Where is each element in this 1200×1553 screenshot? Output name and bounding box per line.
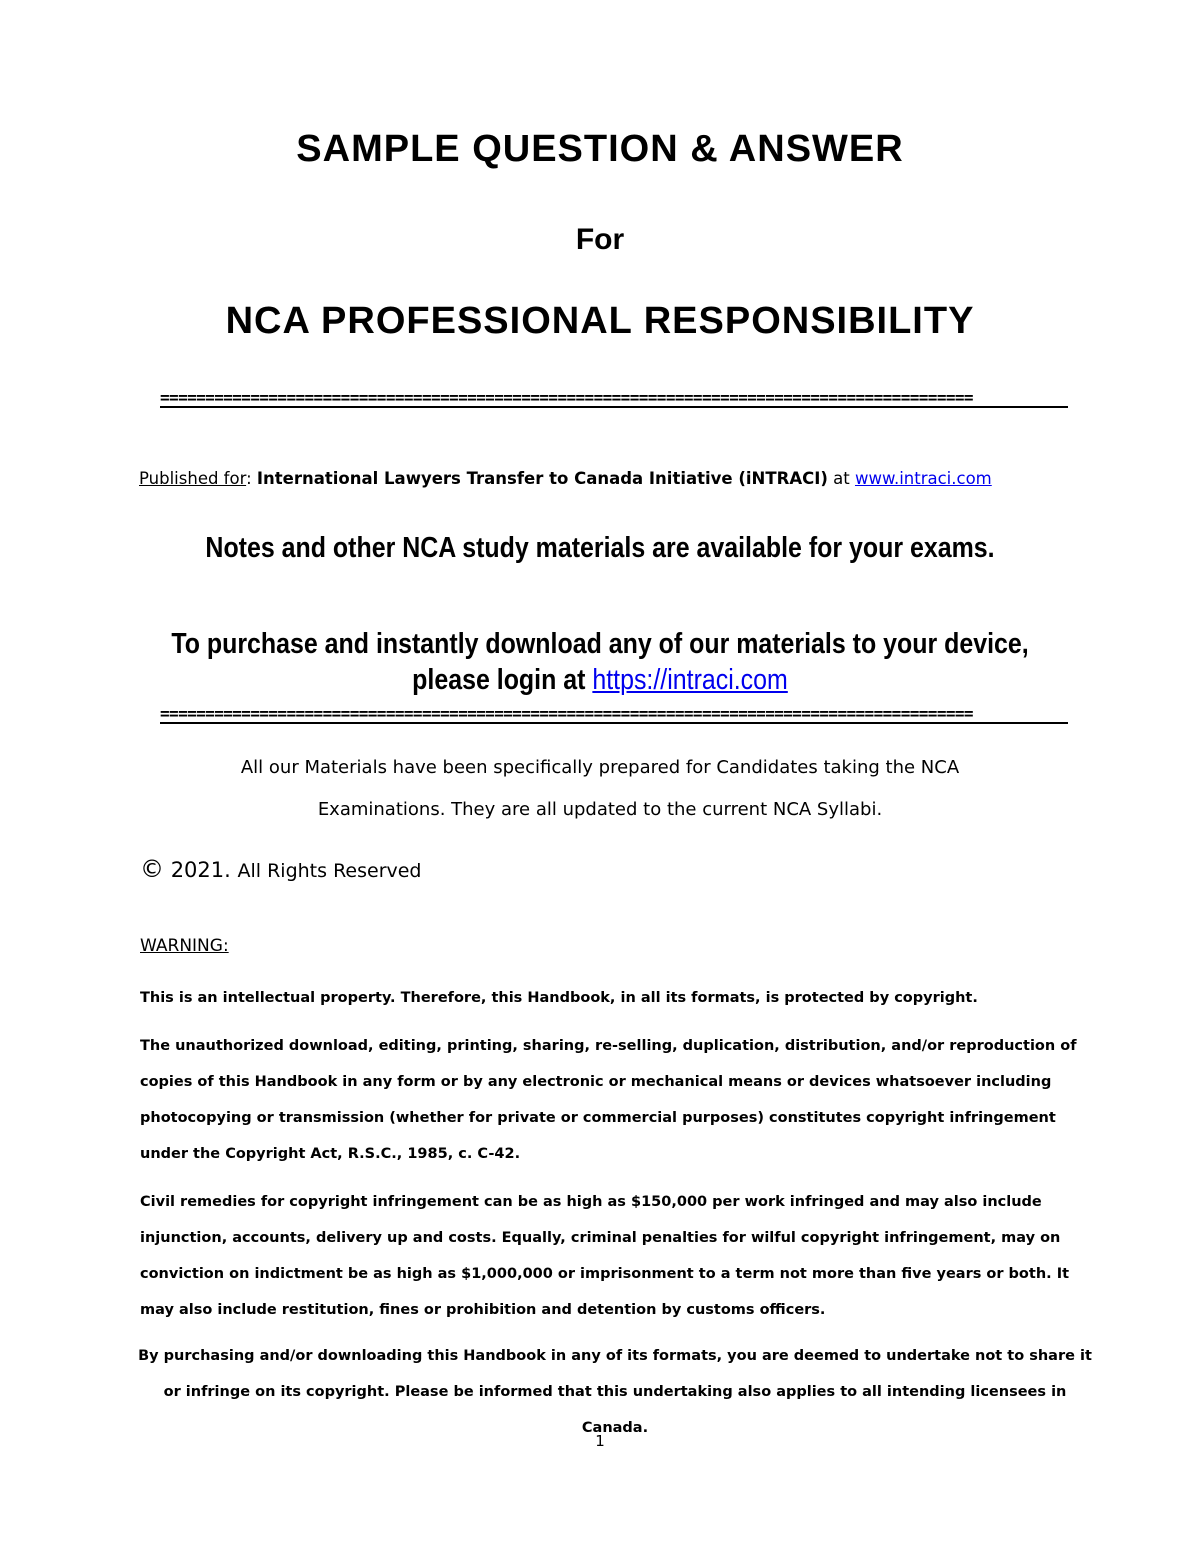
publisher-organization: International Lawyers Transfer to Canada Initiative (iNTRACI) [256, 469, 828, 488]
for-label: For [575, 223, 625, 256]
publisher-label: Published for [139, 469, 247, 488]
copyright-year: 2021. [170, 858, 231, 882]
separator-line: ========================================================================================== [160, 708, 1068, 724]
purchase-line-2 [84, 664, 1116, 697]
document-title: SAMPLE QUESTION & ANSWER [296, 128, 904, 170]
page-number: 1 [595, 1432, 605, 1450]
copyright-text: All Rights Reserved [237, 860, 422, 882]
publisher-at: at [833, 469, 850, 488]
warning-heading: WARNING: [140, 936, 229, 956]
publisher-colon: : [246, 469, 252, 488]
purchase-login-link[interactable]: https://intraci.com [592, 664, 788, 696]
purchase-line-1: To purchase and instantly download any of our materials to your device, [171, 628, 1029, 660]
purchase-prefix: please login at [412, 664, 586, 696]
subject-title: NCA PROFESSIONAL RESPONSIBILITY [225, 300, 975, 342]
warning-paragraph: The unauthorized download, editing, printing, sharing, re-selling, duplication, distribution, and/or reproduction of copies of this Handbook in any form or by any electronic or mechanical means or devices whatsoever including photocopying or transmission (whether for private or commercial purposes) constitutes copyright infringement under the Copyright Act, R.S.C., 1985, c. C-42. [140, 1038, 1077, 1162]
publisher-line [139, 469, 992, 488]
warning-paragraph: By purchasing and/or downloading this Handbook in any of its formats, you are deemed to undertake not to share it or infringe on its copyright. Please be informed that this undertaking also applies to all intending licensees in Canada. [138, 1348, 1092, 1436]
materials-line-1: All our Materials have been specifically prepared for Candidates taking the NCA [240, 757, 960, 778]
separator-line: ========================================================================================== [160, 392, 1068, 408]
publisher-website-link[interactable]: www.intraci.com [854, 469, 992, 488]
copyright-symbol: © [140, 855, 164, 883]
warning-paragraph: This is an intellectual property. Therefore, this Handbook, in all its formats, is protected by copyright. [140, 990, 978, 1006]
copyright-notice [140, 855, 422, 883]
notes-availability: Notes and other NCA study materials are available for your exams. [205, 532, 995, 564]
warning-paragraph: Civil remedies for copyright infringement can be as high as $150,000 per work infringed and may also include injunction, accounts, delivery up and costs. Equally, criminal penalties for wilful copyright infringement, may on conviction on indictment be as high as $1,000,000 or imprisonment to a term not more than five years or both. It may also include restitution, fines or prohibition and detention by customs officers. [140, 1194, 1070, 1318]
materials-line-2: Examinations. They are all updated to the current NCA Syllabi. [317, 799, 883, 820]
